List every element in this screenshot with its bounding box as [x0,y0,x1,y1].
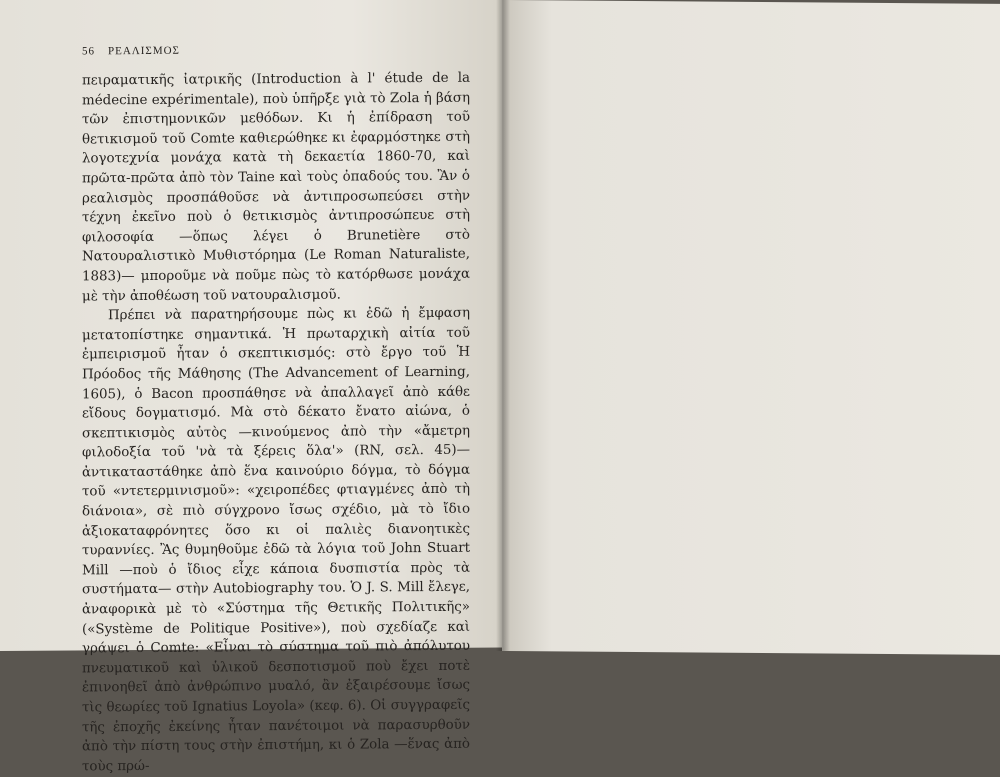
left-running-head: ΡΕΑΛΙΣΜΟΣ [108,44,180,58]
left-paragraph: Πρέπει νὰ παρατηρήσουμε πὼς κι ἐδῶ ἡ ἔμφαση μετατοπίστηκε σημαντικά. Ἡ πρωταρχικὴ αἰτία τοῦ ἐμπειρισμοῦ ἦταν ὁ σκεπτικισμός: στὸ ἔργο τοῦ Ἡ Πρόοδος τῆς Μάθησης (The Advancement of Learning, 1605), ὁ Bacon προσπάθησε νὰ ἀπαλλαγεῖ ἀπὸ κάθε εἴδους δογματισμό. Μὰ στὸ δέκατο ἔνατο αἰώνα, ὁ σκεπτικισμὸς αὐτὸς —κινούμενος ἀπὸ τὴν «ἄμετρη φιλοδοξία τοῦ 'νὰ τὰ ξέρεις ὅλα'» (RN, σελ. 45)— ἀντικαταστάθηκε ἀπὸ ἕνα καινούριο δόγμα, τὸ δόγμα τοῦ «ντετερμινισμοῦ»: «χειροπέδες φτιαγμένες ἀπὸ τὴ διάνοια», σὲ πιὸ σύγχρονο ἴσως σχέδιο, μὰ τὸ ἴδιο ἀξιοκαταφρόνητες ὅσο κι οἱ παλιὲς διανοητικὲς τυραννίες. Ἂς θυμηθοῦμε ἐδῶ τὰ λόγια τοῦ John Stuart Mill —ποὺ ὁ ἴδιος εἶχε κάποια δυσπιστία πρὸς τὰ συστήματα— στὴν Autobiography του. Ὁ J. S. Mill ἔλεγε, ἀναφορικὰ μὲ τὸ «Σύστημα τῆς Θετικῆς Πολιτικῆς» («Système de Politique Positive»), ποὺ σχεδίαζε καὶ γράψει ὁ Comte: «Εἶναι τὸ σύστημα τοῦ πιὸ ἀπόλυτου πνευματικοῦ καὶ ὑλικοῦ δεσποτισμοῦ ποὺ ἔχει ποτὲ ἐπινοηθεῖ ἀπὸ ἀνθρώπινο μυαλό, ἂν ἐξαιρέσουμε ἴσως τὶς θεωρίες τοῦ Ignatius Loyola» (κεφ. 6). Οἱ συγγραφεῖς τῆς ἐποχῆς ἐκείνης ἦταν πανέτοιμοι νὰ παρασυρθοῦν ἀπὸ τὴν πίστη τους στὴν ἐπιστήμη, κι ὁ Zola —ἕνας ἀπὸ τοὺς πρώ- [82,305,470,775]
left-page-number: 56 [82,45,95,58]
left-page-body [82,69,470,777]
book-gutter [496,0,510,651]
left-paragraph: πειραματικῆς ἰατρικῆς (Introduction à l' étude de la médecine expérimentale), ποὺ ὑπῆρξε γιὰ τὸ Zola ἡ βάση τῶν ἐπιστημονικῶν μεθόδων. Κι ἡ ἐπίδραση τοῦ θετικισμοῦ τοῦ Comte καθιερώθηκε κι ἐφαρμόστηκε στὴ λογοτεχνία μονάχα κατὰ τὴ δεκαετία 1860-70, καὶ πρῶτα-πρῶτα ἀπὸ τὸν Taine καὶ τοὺς ὀπαδούς του. Ἂν ὁ ρεαλισμὸς προσπάθοῦσε νὰ ἀντιπροσωπεύσει στὴν τέχνη ἐκεῖνο ποὺ ὁ θετικισμὸς ἀντιπροσώπευε στὴ φιλοσοφία —ὅπως λέγει ὁ Brunetière στὸ Νατουραλιστικὸ Μυθιστόρημα (Le Roman Naturaliste, 1883)— μποροῦμε νὰ ποῦμε πὼς τὸ κατόρθωσε μονάχα μὲ τὴν ἀποθέωση τοῦ νατουραλισμοῦ. [82,70,470,304]
right-page [502,0,1000,655]
